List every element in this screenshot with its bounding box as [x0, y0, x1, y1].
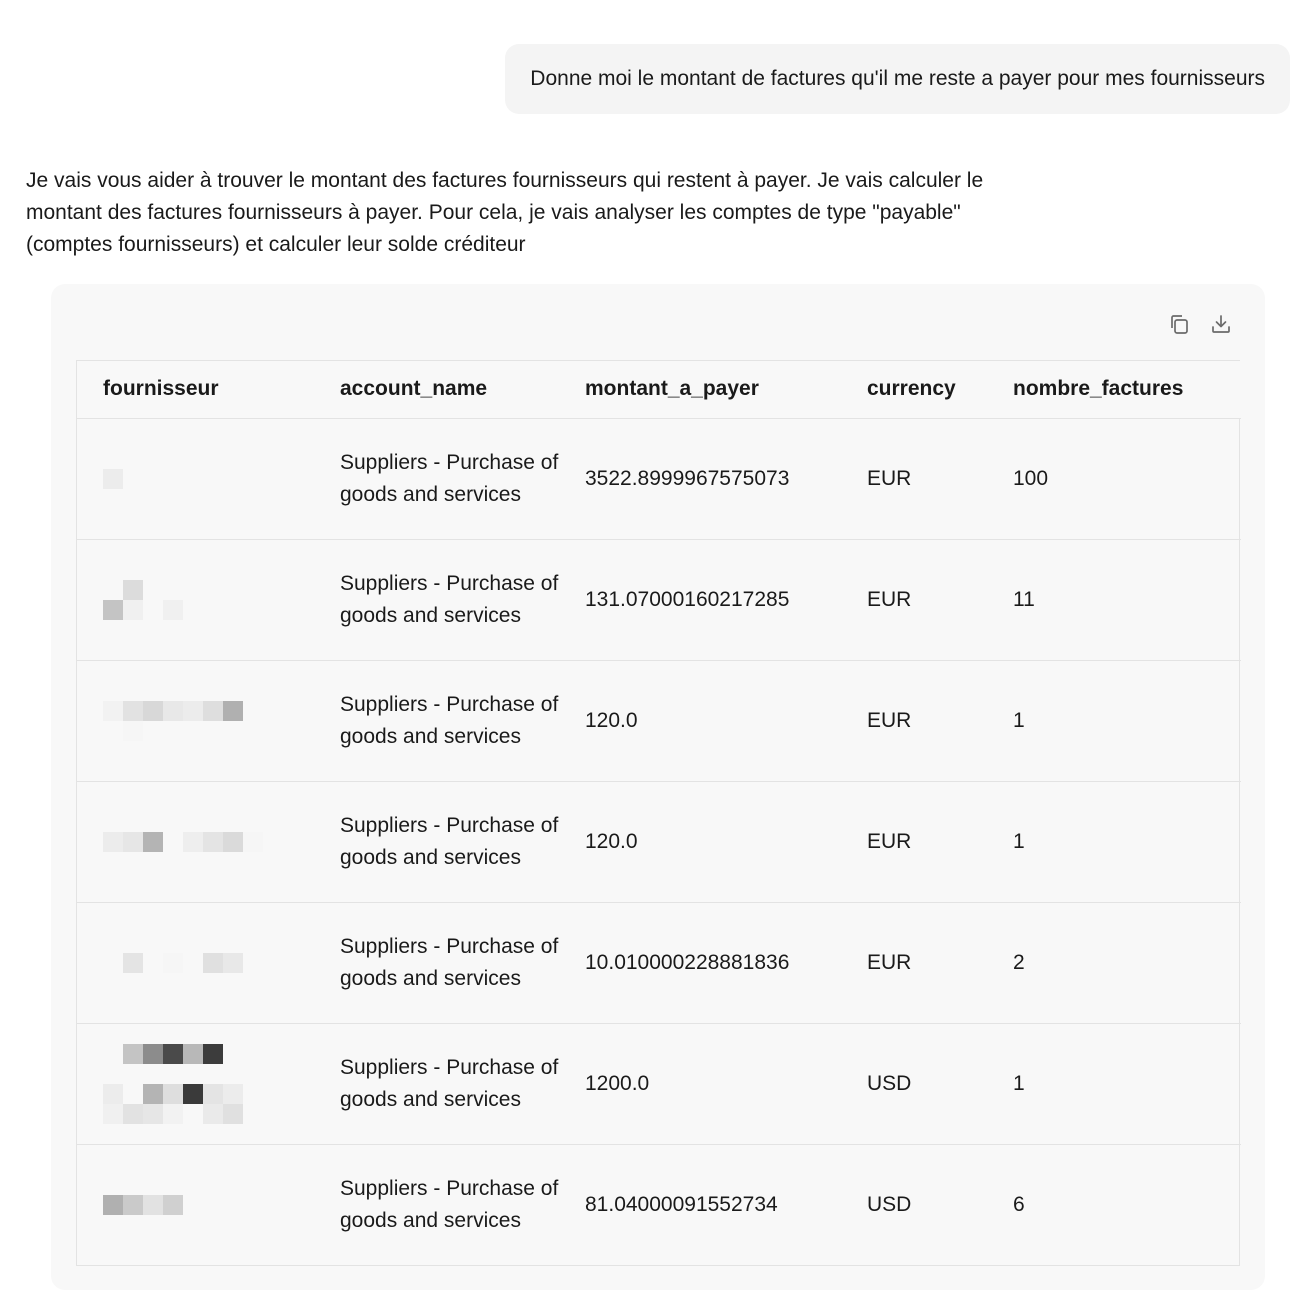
column-header-fournisseur[interactable]: fournisseur	[77, 361, 322, 418]
table-row	[77, 781, 1241, 902]
invoice-count-cell: 11	[1013, 539, 1241, 660]
account-name-cell: Suppliers - Purchase of goods and services	[322, 781, 585, 902]
currency-cell: EUR	[867, 418, 1013, 539]
account-name-cell: Suppliers - Purchase of goods and services	[322, 418, 585, 539]
table-row	[77, 539, 1241, 660]
invoice-count-cell: 1	[1013, 1023, 1241, 1144]
user-message-text: Donne moi le montant de factures qu'il me reste a payer pour mes fournisseurs	[530, 67, 1265, 90]
column-header-nombre-factures[interactable]: nombre_factures	[1013, 361, 1241, 418]
amount-cell: 10.010000228881836	[585, 902, 867, 1023]
result-table	[77, 361, 1241, 1265]
card-actions	[1167, 312, 1233, 336]
account-name-cell: Suppliers - Purchase of goods and services	[322, 660, 585, 781]
assistant-message-text: Je vais vous aider à trouver le montant des factures fournisseurs qui restent à payer. Je vais calculer le montant des factures fournisseurs à payer. Pour cela, je vais analyser les comptes de type "payable" (comptes fournisseurs) et calculer leur solde créditeur	[26, 169, 984, 256]
redacted-supplier-name	[77, 1023, 322, 1144]
table-row	[77, 902, 1241, 1023]
amount-cell: 1200.0	[585, 1023, 867, 1144]
invoice-count-cell: 2	[1013, 902, 1241, 1023]
invoice-count-cell: 1	[1013, 781, 1241, 902]
currency-cell: USD	[867, 1193, 912, 1216]
account-name-cell: Suppliers - Purchase of goods and services	[322, 902, 585, 1023]
account-name-cell: Suppliers - Purchase of goods and services	[322, 539, 585, 660]
currency-cell: EUR	[867, 902, 1013, 1023]
column-header-account-name[interactable]: account_name	[322, 361, 585, 418]
amount-cell: 131.07000160217285	[585, 539, 867, 660]
result-table-container	[76, 360, 1240, 1266]
amount-cell: 81.04000091552734	[585, 1193, 778, 1216]
currency-cell: USD	[867, 1023, 1013, 1144]
table-row	[77, 1023, 1241, 1144]
table-row	[77, 1144, 1241, 1265]
table-row	[77, 418, 1241, 539]
invoice-count-cell: 100	[1013, 418, 1241, 539]
redacted-supplier-name	[77, 902, 322, 1023]
redacted-supplier-name	[77, 1144, 322, 1265]
currency-cell: EUR	[867, 781, 1013, 902]
amount-cell: 120.0	[585, 660, 867, 781]
redacted-supplier-name	[77, 660, 322, 781]
column-header-currency[interactable]: currency	[867, 361, 1013, 418]
invoice-count-cell: 6	[1013, 1193, 1025, 1216]
redacted-supplier-name	[77, 539, 322, 660]
invoice-count-cell: 1	[1013, 660, 1241, 781]
table-row	[77, 660, 1241, 781]
column-header-montant-a-payer[interactable]: montant_a_payer	[585, 361, 867, 418]
user-message-bubble	[505, 44, 1290, 114]
table-header-row	[77, 361, 1241, 418]
amount-cell: 3522.8999967575073	[585, 418, 867, 539]
redacted-supplier-name	[77, 781, 322, 902]
amount-cell: 120.0	[585, 781, 867, 902]
download-icon[interactable]	[1209, 312, 1233, 336]
copy-icon[interactable]	[1167, 312, 1191, 336]
redacted-supplier-name	[77, 418, 322, 539]
query-result-card	[51, 284, 1265, 1290]
currency-cell: EUR	[867, 660, 1013, 781]
account-name-cell: Suppliers - Purchase of goods and services	[322, 1023, 585, 1144]
account-name-cell: Suppliers - Purchase of goods and services	[340, 1177, 559, 1232]
currency-cell: EUR	[867, 539, 1013, 660]
